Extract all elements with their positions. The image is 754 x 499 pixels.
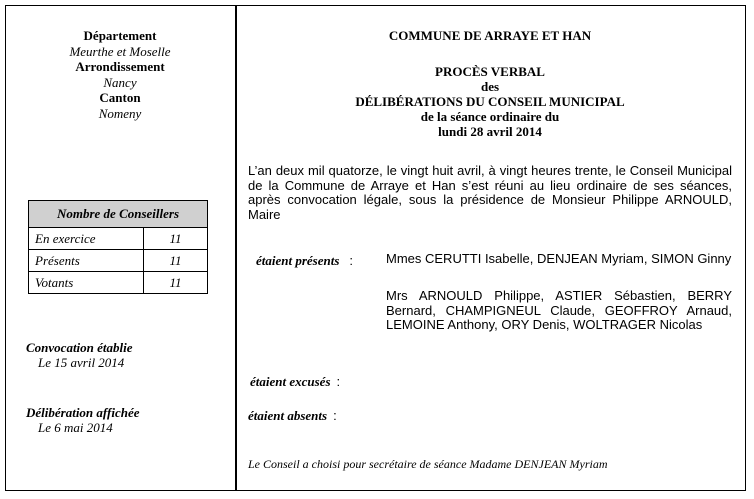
pv-title-block xyxy=(236,64,744,139)
presents-sep: : xyxy=(349,253,354,268)
row-value: 11 xyxy=(144,272,208,294)
row-label: Présents xyxy=(29,250,144,272)
conseillers-table-header: Nombre de Conseillers xyxy=(29,201,208,228)
absents-block xyxy=(248,407,337,425)
presents-label-block xyxy=(256,252,353,270)
convocation-date: Le 15 avril 2014 xyxy=(38,355,125,370)
admin-info xyxy=(20,28,220,121)
pv-seance: de la séance ordinaire du xyxy=(420,109,560,124)
pv-des: des xyxy=(480,79,500,94)
arrondissement-label: Arrondissement xyxy=(75,59,165,74)
commune-title: COMMUNE DE ARRAYE ET HAN xyxy=(388,28,592,43)
row-value: 11 xyxy=(144,250,208,272)
secretaire-note: Le Conseil a choisi pour secrétaire de séance Madame DENJEAN Myriam xyxy=(248,457,608,471)
pv-deliberations: DÉLIBÉRATIONS DU CONSEIL MUNICIPAL xyxy=(355,94,625,109)
departement-label: Département xyxy=(83,28,157,43)
row-value: 11 xyxy=(144,228,208,250)
presents-mrs: Mrs ARNOULD Philippe, ASTIER Sébastien, BERRY Bernard, CHAMPIGNEUL Claude, GEOFFROY Arnaud, LEMOINE Anthony, ORY Denis, WOLTRAGER Nicolas xyxy=(386,288,732,332)
affichage-block xyxy=(26,405,140,435)
canton-label: Canton xyxy=(99,90,141,105)
table-row xyxy=(29,250,208,272)
intro-paragraph: L’an deux mil quatorze, le vingt huit avril, à vingt heures trente, le Conseil Municipal de la Commune de Arraye et Han s’est réuni au lieu ordinaire de ses séances, après convocation légale, sous la présidence de Monsieur Philippe ARNOULD, Maire xyxy=(248,163,732,222)
presents-mmes: Mmes CERUTTI Isabelle, DENJEAN Myriam, SIMON Ginny xyxy=(386,251,732,266)
excuses-label: étaient excusés xyxy=(250,374,331,389)
arrondissement-value: Nancy xyxy=(103,74,137,90)
conseillers-table xyxy=(28,200,208,294)
table-row xyxy=(29,272,208,294)
row-label: Votants xyxy=(29,272,144,294)
pv-date: lundi 28 avril 2014 xyxy=(438,124,542,139)
canton-value: Nomeny xyxy=(98,105,142,121)
convocation-label: Convocation établie xyxy=(26,340,133,355)
excuses-colon: : xyxy=(336,374,341,389)
departement-value: Meurthe et Moselle xyxy=(69,43,171,59)
pv-title: PROCÈS VERBAL xyxy=(435,64,545,79)
absents-colon: : xyxy=(333,408,337,423)
affichage-label: Délibération affichée xyxy=(26,405,140,420)
presents-label: étaient présents xyxy=(256,253,340,268)
convocation-block xyxy=(26,340,133,370)
table-row xyxy=(29,228,208,250)
row-label: En exercice xyxy=(29,228,144,250)
absents-label: étaient absents xyxy=(248,408,328,423)
affichage-date: Le 6 mai 2014 xyxy=(38,420,113,435)
excuses-block xyxy=(250,373,340,391)
